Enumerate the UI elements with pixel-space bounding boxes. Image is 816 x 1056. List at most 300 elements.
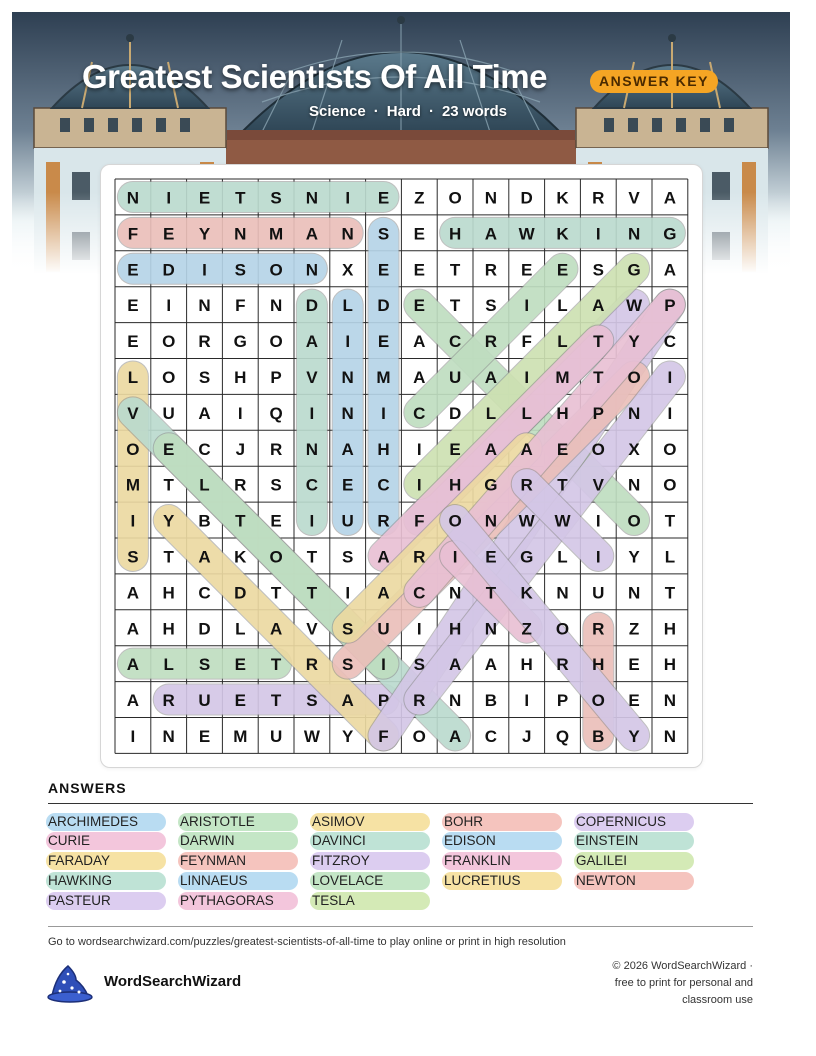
grid-letter: N [663,726,677,746]
grid-letter: A [663,188,677,208]
grid-letter: Q [555,726,570,746]
grid-letter: E [628,655,640,675]
grid-letter: A [663,260,677,280]
grid-letter: A [126,691,140,711]
grid-letter: W [554,511,571,531]
answer-word-label: FRANKLIN [444,853,511,868]
answer-word [576,852,631,870]
grid-letter: I [345,332,351,352]
grid-letter: A [413,367,426,387]
grid-letter: P [377,691,390,711]
grid-letter: N [126,188,140,208]
grid-letter: O [591,691,605,711]
grid-letter: A [484,224,498,244]
copyright-line: © 2026 WordSearchWizard · [612,960,753,972]
grid-letter: D [448,403,462,423]
answer-word [180,872,252,890]
answer-word [48,872,116,890]
answer-word-label: BOHR [444,814,484,829]
grid-letter: L [521,403,532,423]
grid-letter: M [376,367,391,387]
grid-letter: E [413,296,425,316]
answer-word-label: HAWKING [48,873,112,888]
grid-letter: I [416,619,422,639]
answer-word [48,832,94,850]
grid-letter: I [237,403,243,423]
answer-word-label: EDISON [444,833,496,848]
grid-letter: F [378,726,389,746]
grid-letter: N [269,296,283,316]
answer-word-label: FARADAY [48,853,111,868]
grid-letter: E [127,260,139,280]
grid-letter: N [234,224,247,244]
grid-letter: N [484,511,498,531]
grid-letter: L [557,547,568,567]
grid-letter: Y [628,726,640,746]
answer-word-label: LUCRETIUS [444,873,521,888]
answer-word-label: FEYNMAN [180,853,247,868]
grid-letter: T [449,296,461,316]
grid-letter: E [163,224,175,244]
answer-word-label: DARWIN [180,833,235,848]
answer-word [312,813,369,831]
grid-letter: A [377,547,390,567]
answer-word-label: NEWTON [576,873,636,888]
grid-letter: V [628,188,640,208]
answer-word-label: FITZROY [312,853,370,868]
grid-letter: N [305,439,319,459]
grid-letter: T [449,260,461,280]
grid-letter: I [381,655,386,675]
grid-letter: R [484,332,498,352]
word-count-label: 23 words [441,103,507,120]
meta-separator: · [373,103,379,120]
answer-word-label: ARISTOTLE [180,814,255,829]
grid-letter: W [626,296,643,316]
answer-word [576,872,640,890]
grid-letter: N [341,224,354,244]
grid-letter: V [306,619,318,639]
grid-letter: L [127,367,139,387]
grid-letter: B [198,511,211,531]
grid-letter: O [663,475,677,495]
grid-letter: L [557,296,568,316]
grid-letter: S [592,260,604,280]
grid-letter: U [162,403,175,423]
answer-key-badge: ANSWER KEY [590,70,718,93]
answer-word-label: ASIMOV [312,814,365,829]
grid-letter: R [234,475,247,495]
grid-letter: N [484,188,498,208]
grid-letter: H [663,655,677,675]
grid-letter: R [269,439,283,459]
answer-word [312,832,370,850]
grid-letter: S [270,188,282,208]
grid-letter: G [663,224,677,244]
grid-letter: Y [628,547,640,567]
grid-letter: S [198,655,211,675]
grid-letter: K [556,188,569,208]
answer-word-label: PYTHAGORAS [180,893,274,908]
grid-letter: H [448,619,462,639]
answer-word-label: COPERNICUS [576,814,667,829]
grid-letter: G [233,332,247,352]
grid-letter: A [341,439,354,459]
grid-letter: P [556,691,569,711]
answers-heading: ANSWERS [48,780,127,796]
grid-letter: E [556,260,569,280]
grid-letter: N [484,619,498,639]
grid-letter: H [162,583,175,603]
grid-letter: G [520,547,534,567]
grid-letter: O [162,332,176,352]
grid-letter: S [413,655,425,675]
grid-letter: E [127,296,139,316]
answer-word-label: EINSTEIN [576,833,639,848]
grid-letter: S [377,224,390,244]
grid-letter: R [556,655,569,675]
grid-letter: R [520,475,533,495]
answer-word-label: TESLA [312,893,355,908]
grid-letter: H [234,367,247,387]
grid-letter: U [341,511,354,531]
grid-letter: F [521,332,532,352]
grid-letter: C [198,583,211,603]
grid-letter: T [306,583,318,603]
grid-letter: C [448,332,462,352]
grid-letter: D [377,296,390,316]
grid-letter: I [667,367,673,387]
grid-letter: A [484,367,498,387]
grid-letter: T [235,188,246,208]
grid-letter: E [413,224,425,244]
grid-letter: C [663,332,677,352]
grid-letter: N [627,403,641,423]
grid-letter: N [627,224,641,244]
wizard-hat-icon [46,962,94,1004]
grid-letter: I [166,296,172,316]
grid-letter: S [270,475,282,495]
grid-letter: P [592,403,604,423]
grid-letter: N [448,583,462,603]
grid-letter: K [556,224,569,244]
grid-letter: A [413,332,426,352]
grid-letter: E [521,260,533,280]
grid-letter: C [305,475,319,495]
grid-letter: T [664,583,676,603]
grid-letter: H [448,475,462,495]
answer-word [576,832,642,850]
answer-word [48,852,114,870]
grid-letter: O [448,511,462,531]
grid-letter: Z [628,619,640,639]
grid-letter: I [667,403,673,423]
grid-letter: H [592,655,605,675]
grid-letter: I [345,583,351,603]
grid-letter: Z [414,188,425,208]
license-line-1: free to print for personal and [614,977,753,989]
grid-letter: M [269,224,284,244]
grid-letter: L [557,332,568,352]
grid-letter: L [664,547,676,567]
grid-letter: X [628,439,640,459]
grid-letter: I [524,367,530,387]
grid-letter: N [198,296,211,316]
answer-word-label: ARCHIMEDES [48,814,139,829]
grid-letter: G [484,475,498,495]
grid-letter: I [595,547,601,567]
grid-letter: S [198,367,211,387]
grid-letter: H [556,403,569,423]
grid-letter: O [448,188,462,208]
grid-letter: T [270,583,282,603]
grid-letter: I [130,511,136,531]
grid-letter: E [449,439,461,459]
grid-letter: H [520,655,533,675]
grid-letter: O [555,619,570,639]
grid-letter: I [524,296,530,316]
grid-letter: V [127,403,139,423]
grid-letter: R [162,691,175,711]
answer-word-label: DAVINCI [312,833,366,848]
grid-letter: A [126,655,140,675]
grid-letter: R [592,619,605,639]
answer-word-label: LINNAEUS [180,873,248,888]
grid-letter: A [198,403,211,423]
grid-letter: L [485,403,497,423]
grid-letter: S [485,296,497,316]
grid-letter: Z [521,619,532,639]
grid-letter: T [163,475,174,495]
answer-word [312,852,374,870]
grid-letter: A [126,583,140,603]
grid-letter: C [198,439,211,459]
grid-letter: A [520,439,533,459]
meta-separator: · [428,103,434,120]
grid-letter: X [342,260,354,280]
answer-word-label: GALILEI [576,853,628,868]
grid-letter: A [448,726,462,746]
grid-letter: O [663,439,677,459]
grid-letter: O [591,439,605,459]
grid-letter: H [448,224,462,244]
grid-letter: T [593,332,604,352]
footer-url-text: Go to wordsearchwizard.com/puzzles/greatest-scientists-of-all-time to play online or print in high resolution [48,936,566,948]
answer-word-label: CURIE [48,833,91,848]
grid-letter: U [377,619,390,639]
grid-letter: T [485,583,497,603]
grid-letter: I [416,475,422,495]
grid-letter: I [595,224,601,244]
grid-letter: N [341,403,354,423]
grid-letter: E [234,691,246,711]
footer-divider [48,926,753,927]
grid-letter: L [199,475,210,495]
grid-letter: O [162,367,176,387]
grid-letter: W [303,726,320,746]
grid-letter: I [309,511,315,531]
grid-letter: N [341,367,354,387]
grid-letter: H [162,619,175,639]
grid-letter: S [342,655,354,675]
grid-letter: A [484,655,498,675]
grid-letter: S [342,619,354,639]
grid-letter: N [305,188,319,208]
grid-letter: J [521,726,532,746]
grid-letter: Q [269,403,283,423]
grid-letter: A [377,583,390,603]
grid-letter: O [269,547,283,567]
grid-letter: R [413,691,426,711]
grid-letter: A [305,332,319,352]
grid-letter: W [518,224,535,244]
grid-letter: Y [628,332,640,352]
grid-letter: E [163,439,175,459]
answer-word [180,813,259,831]
grid-letter: K [520,583,533,603]
grid-letter: T [163,547,174,567]
grid-letter: N [448,691,462,711]
grid-letter: A [126,619,140,639]
grid-letter: C [484,726,498,746]
grid-letter: C [377,475,390,495]
grid-letter: L [342,296,353,316]
grid-letter: R [484,260,498,280]
license-line-2: classroom use [682,994,753,1006]
grid-letter: S [234,260,246,280]
grid-letter: E [270,511,282,531]
grid-letter: O [627,367,641,387]
grid-letter: C [413,583,426,603]
grid-letter: T [557,475,568,495]
grid-letter: I [381,403,386,423]
grid-letter: U [448,367,462,387]
grid-letter: B [484,691,498,711]
answer-word [180,852,250,870]
grid-letter: M [125,475,140,495]
answer-word [576,813,670,831]
grid-letter: W [518,511,535,531]
grid-letter: V [592,475,604,495]
grid-letter: U [198,691,211,711]
grid-letter: A [305,224,319,244]
answer-word [180,832,239,850]
grid-letter: I [595,511,601,531]
grid-letter: O [627,511,641,531]
grid-letter: E [377,188,390,208]
grid-letter: N [556,583,569,603]
grid-letter: I [524,691,530,711]
grid-letter: V [306,367,318,387]
grid-letter: F [414,511,425,531]
grid-letter: D [520,188,533,208]
grid-letter: E [234,655,246,675]
grid-letter: E [485,547,497,567]
difficulty-label: Hard [386,103,421,120]
grid-letter: D [305,296,319,316]
grid-letter: N [305,260,319,280]
copyright-notice [553,958,753,1009]
grid-letter: F [235,296,246,316]
grid-letter: N [627,583,641,603]
grid-letter: N [162,726,175,746]
grid-letter: E [413,260,425,280]
grid-letter: O [269,332,283,352]
grid-letter: P [664,296,676,316]
grid-letter: B [592,726,605,746]
answer-word-label: LOVELACE [312,873,384,888]
grid-letter: A [269,619,283,639]
grid-letter: I [309,403,315,423]
grid-letter: T [593,367,604,387]
grid-letter: D [198,619,211,639]
grid-letter: E [127,332,139,352]
grid-letter: E [628,691,640,711]
grid-letter: Y [342,726,354,746]
answer-word [48,813,142,831]
grid-letter: T [270,655,282,675]
grid-letter: G [627,260,641,280]
answer-word [312,892,359,910]
answer-word [444,852,515,870]
grid-letter: T [306,547,318,567]
grid-letter: E [556,439,569,459]
grid-letter: N [627,475,641,495]
grid-letter: A [592,296,605,316]
grid-letter: S [306,691,318,711]
answer-word [444,872,525,890]
grid-letter: A [341,691,354,711]
grid-letter: Y [163,511,175,531]
grid-letter: M [555,367,570,387]
grid-letter: O [126,439,140,459]
grid-letter: Y [198,224,211,244]
grid-letter: T [664,511,676,531]
grid-letter: A [198,547,211,567]
grid-letter: E [342,475,354,495]
grid-letter: K [234,547,247,567]
grid-letter: L [235,619,246,639]
grid-letter: O [412,726,426,746]
grid-letter: J [235,439,246,459]
grid-letter: I [166,188,172,208]
grid-letter: A [448,655,462,675]
grid-letter: S [342,547,354,567]
grid-letter: U [592,583,605,603]
grid-letter: E [198,726,211,746]
answer-word [444,813,487,831]
grid-letter: C [413,403,426,423]
answer-word [180,892,278,910]
grid-letter: N [663,691,677,711]
grid-letter: A [484,439,498,459]
grid-letter: U [269,726,283,746]
grid-letter: R [305,655,319,675]
grid-letter: M [233,726,248,746]
grid-letter: T [235,511,246,531]
answer-word-label: PASTEUR [48,893,111,908]
grid-letter: F [127,224,139,244]
grid-letter: L [163,655,174,675]
grid-letter: T [270,691,282,711]
grid-letter: I [130,726,136,746]
grid-letter: S [127,547,139,567]
grid-letter: I [416,439,422,459]
grid-letter: O [269,260,283,280]
grid-letter: R [198,332,211,352]
grid-letter: E [377,332,390,352]
grid-letter: I [452,547,458,567]
